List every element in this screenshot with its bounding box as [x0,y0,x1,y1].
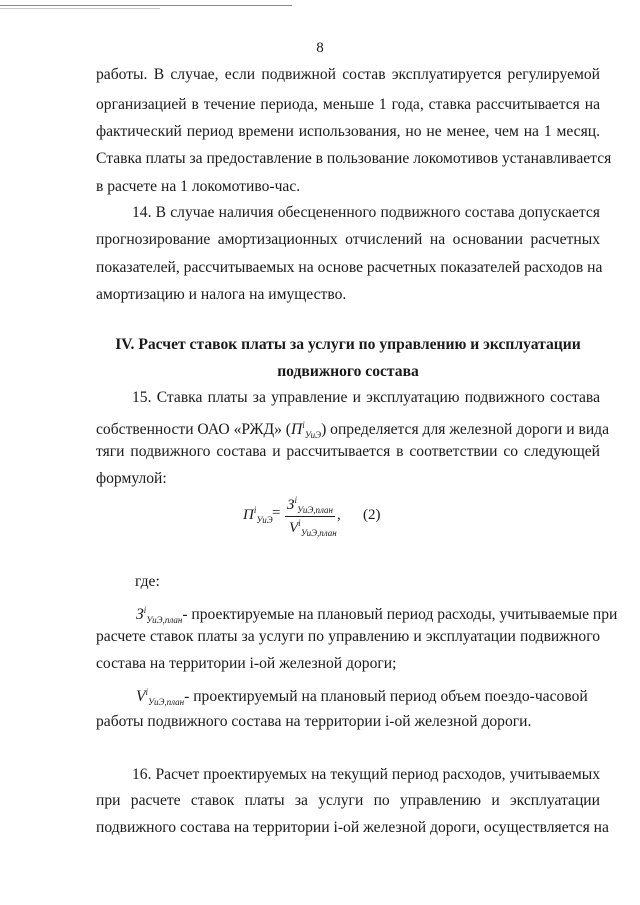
text-line: тяги подвижного состава и рассчитывается в соответствии со следующей [96,443,600,460]
paragraph-15-start: 15. Ставка платы за управление и эксплуатацию подвижного состава [132,389,600,406]
section-heading-cont: подвижного состава [277,363,419,380]
text-line: работы. В случае, если подвижной состав эксплуатируется регулируемой [96,66,600,83]
text-fragment: собственности ОАО «РЖД» ( [96,421,291,439]
definition-z [136,600,618,630]
text-line: расчете ставок платы за услуги по управлению и эксплуатации подвижного [96,628,600,645]
text-line: организацией в течение периода, меньше 1 года, ставка рассчитывается на [96,96,600,113]
definition-v [136,682,600,712]
text-line-with-symbol [96,415,610,445]
text-fragment: - проектируемые на плановый период расходы, учитываемые при [182,606,618,624]
symbol-p-ue: $П^i_{УиЭ}$ [290,420,322,441]
paragraph-16-start: 16. Расчет проектируемых на текущий период расходов, учитываемых [132,766,600,783]
text-line: при расчете ставок платы за услуги по управлению и эксплуатации [96,792,600,809]
where-label: где: [135,573,160,590]
formula-equals: = [272,505,281,521]
text-line: показателей, рассчитываемых на основе расчетных показателей расходов на [96,259,603,276]
text-line: Ставка платы за предоставление в пользование локомотивов устанавливается [96,150,612,167]
paragraph-14-start: 14. В случае наличия обесцененного подвижного состава допускается [132,204,600,221]
symbol-v-ue-plan: $V^i_{УиЭ,план}$ [136,687,185,708]
text-line: подвижного состава на территории i-ой железной дороги, осуществляется на [96,819,609,836]
text-line: формулой: [96,470,167,487]
symbol-z-ue-plan: $З^i_{УиЭ,план}$ [136,605,183,626]
text-line: работы подвижного состава на территории i-ой железной дороги. [96,713,532,730]
formula-denominator: $V^i_{УиЭ,план}$ [289,518,337,538]
scan-top-rule-faint [0,8,160,9]
formula-2 [243,495,413,543]
text-line: фактический период времени использования, но не менее, чем на 1 месяц. [96,123,600,140]
text-line: в расчете на 1 локомотиво-час. [96,178,301,195]
text-line: амортизацию и налога на имущество. [96,286,347,303]
formula-number: (2) [363,507,381,523]
page-number: 8 [316,40,324,56]
text-fragment: ) определяется для железной дороги и вида [321,421,610,439]
text-line: состава на территории i-ой железной дороги; [96,655,397,672]
fraction-bar [285,516,335,517]
text-fragment: - проектируемый на плановый период объем поездо-часовой [184,688,588,706]
section-heading: IV. Расчет ставок платы за услуги по управлению и эксплуатации [115,336,581,353]
formula-numerator: $З^i_{УиЭ,план}$ [287,495,334,515]
formula-lhs: $П^i_{УиЭ}$ [243,505,273,525]
formula-comma: , [337,507,341,523]
text-line: прогнозирование амортизационных отчислений на основании расчетных [96,231,600,248]
scan-top-rule [0,5,292,6]
